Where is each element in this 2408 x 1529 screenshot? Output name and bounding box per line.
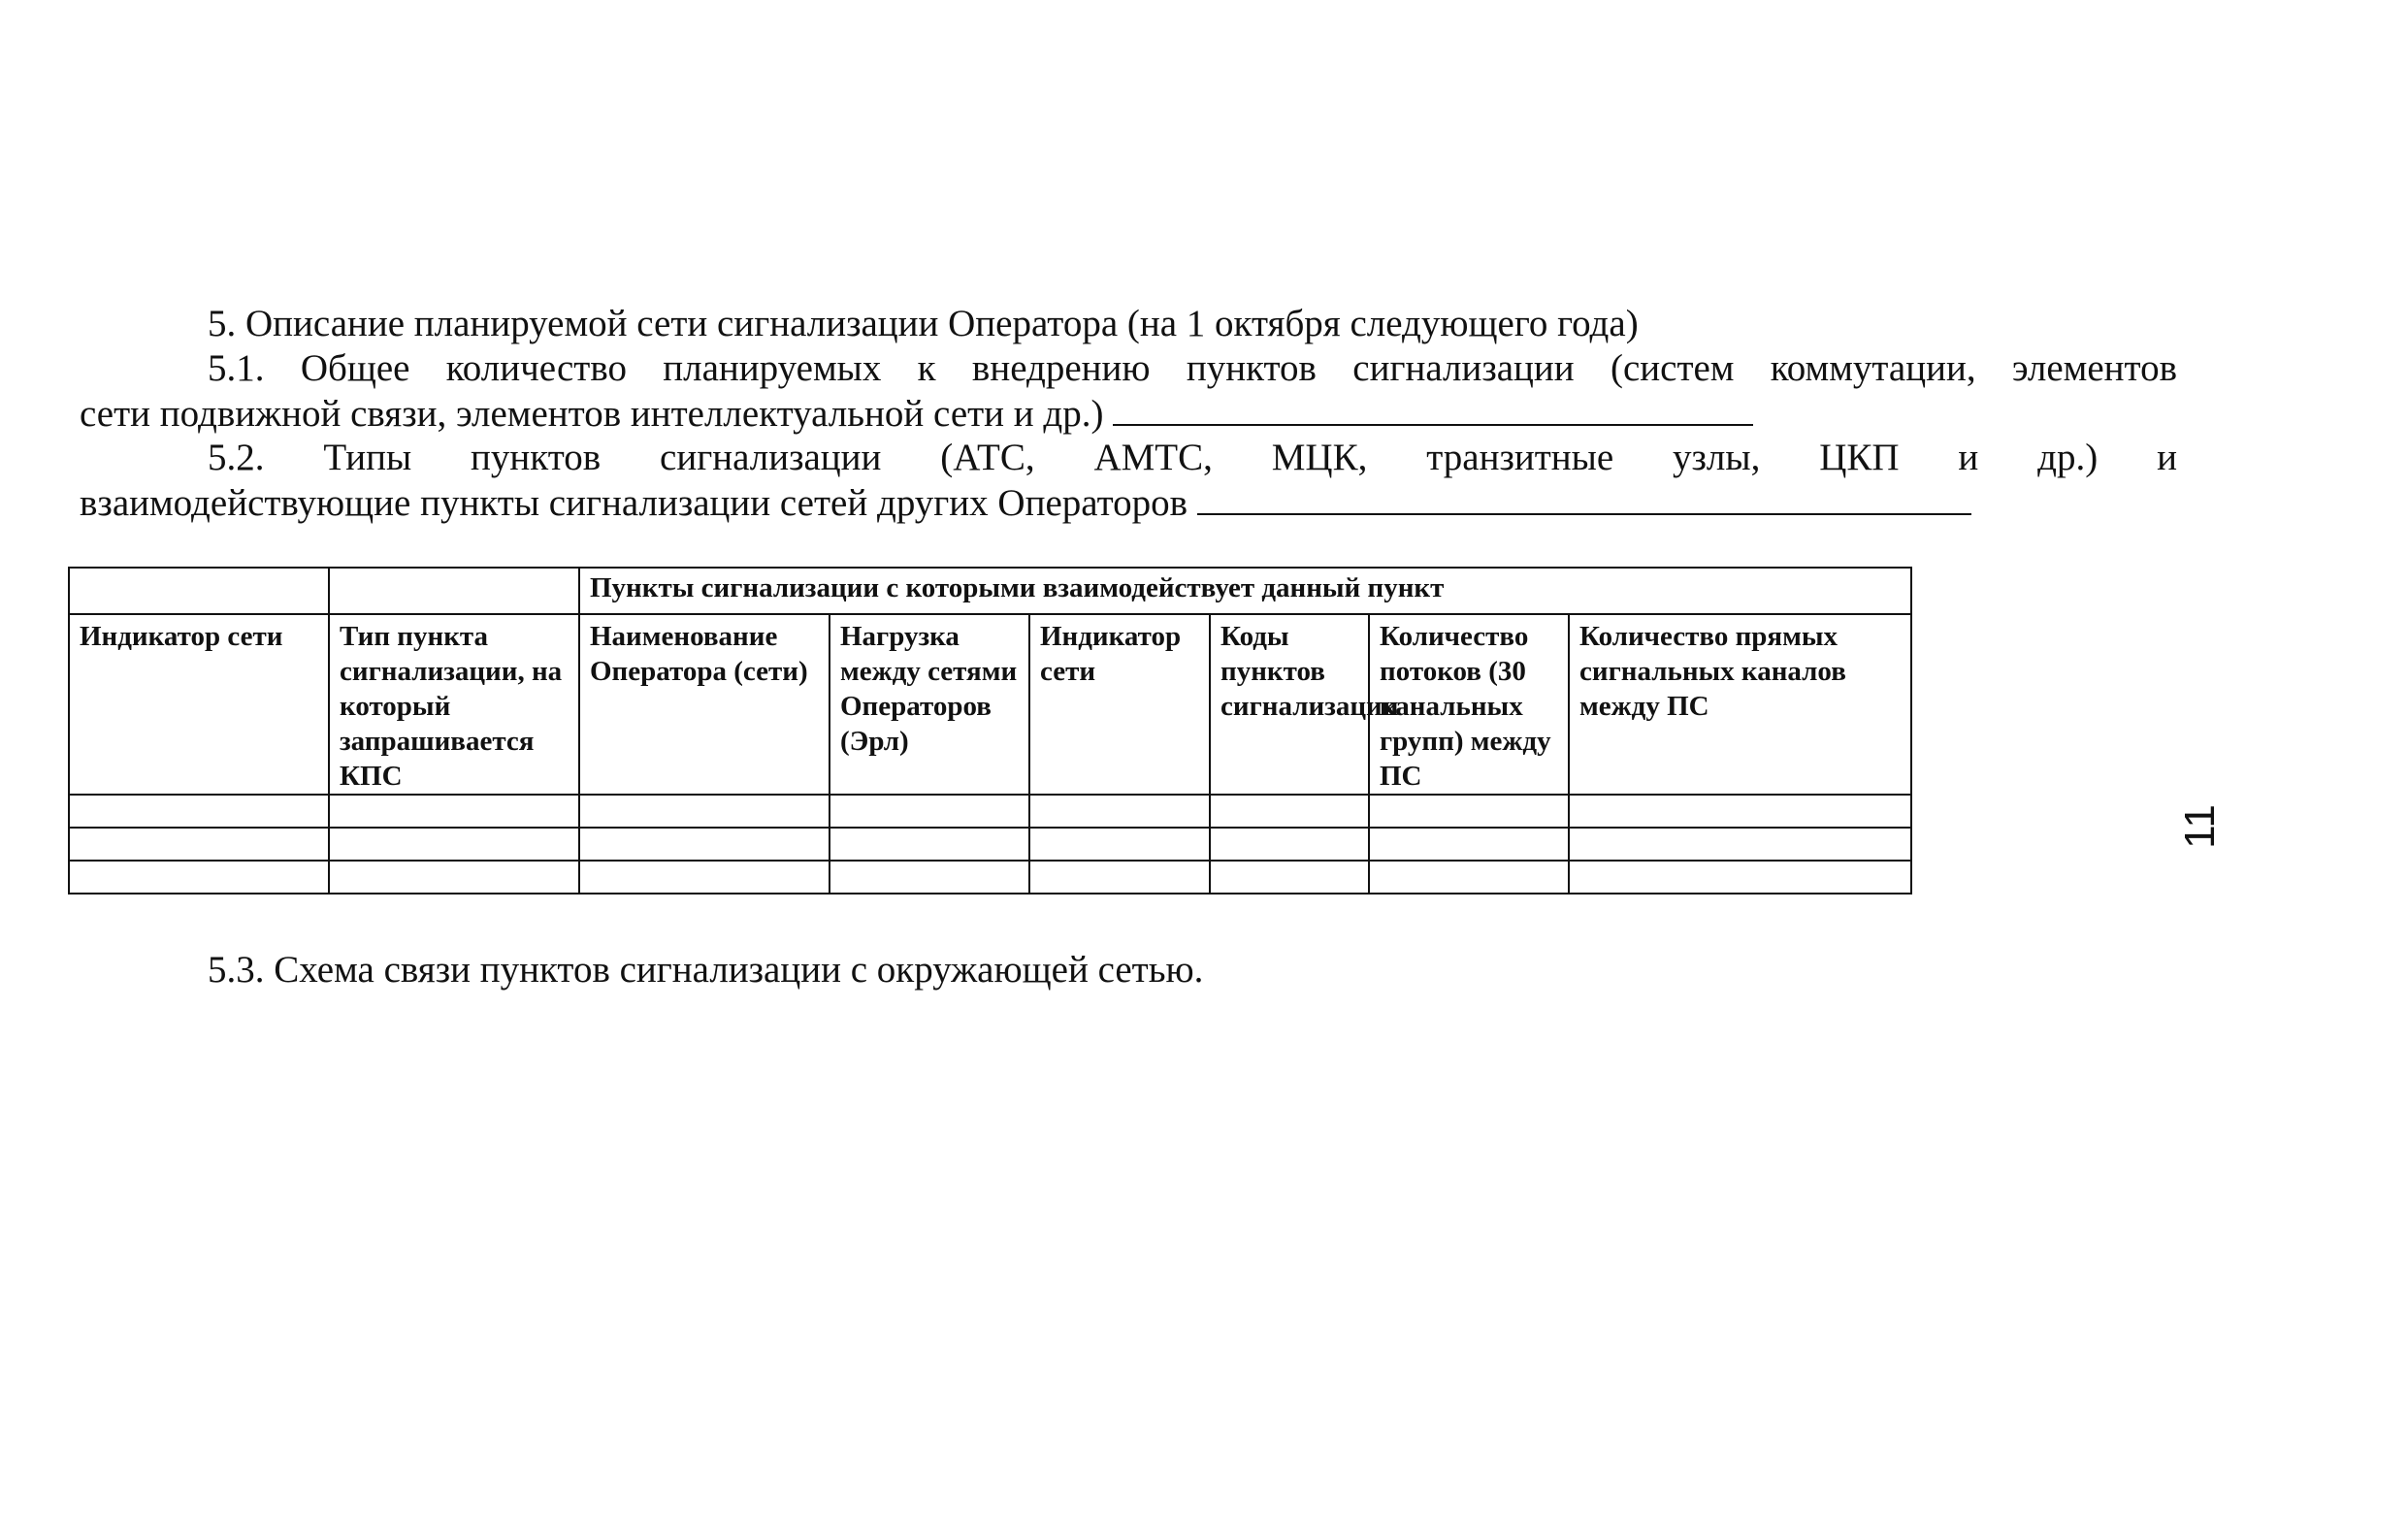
table-cell: [1369, 795, 1569, 828]
item-5-2-line-1: 5.2. Типы пунктов сигнализации (АТС, АМТС, МЦК, транзитные узлы, ЦКП и др.) и: [208, 437, 2177, 478]
table-cell: [1369, 828, 1569, 861]
table-cell: [1569, 795, 1911, 828]
table-cell: [69, 795, 329, 828]
item-5-1-line-1: 5.1. Общее количество планируемых к внедрению пунктов сигнализации (систем коммутации, элементов: [208, 347, 2177, 389]
table-cell: [830, 828, 1029, 861]
item-5-2-text: взаимодействующие пункты сигнализации сетей других Операторов: [80, 482, 1188, 524]
table-row: [69, 828, 1911, 861]
table-row: [69, 795, 1911, 828]
column-header-partner-network-indicator: Индикатор сети: [1029, 614, 1210, 795]
table-cell: [1029, 861, 1210, 894]
table-cell-empty: [69, 568, 329, 614]
item-5-2-blank-field: [1197, 480, 1971, 515]
column-header-signaling-point-type: Тип пункта сигнализации, на который запрашивается КПС: [329, 614, 579, 795]
table-cell: [579, 795, 830, 828]
column-header-stream-count: Количество потоков (30 канальных групп) между ПС: [1369, 614, 1569, 795]
table-group-header: Пункты сигнализации с которыми взаимодействует данный пункт: [579, 568, 1911, 614]
item-5-3: 5.3. Схема связи пунктов сигнализации с окружающей сетью.: [208, 949, 1204, 991]
item-5-1-text: сети подвижной связи, элементов интеллектуальной сети и др.): [80, 393, 1104, 435]
column-header-operator-name: Наименование Оператора (сети): [579, 614, 830, 795]
table-cell: [1210, 861, 1369, 894]
column-header-network-indicator: Индикатор сети: [69, 614, 329, 795]
table-cell: [69, 828, 329, 861]
page-number: 11: [2176, 804, 2224, 849]
signaling-points-table: [68, 567, 1912, 895]
table-cell: [1210, 828, 1369, 861]
table-group-header-row: [69, 568, 1911, 614]
table-cell-empty: [329, 568, 579, 614]
column-header-traffic-load: Нагрузка между сетями Операторов (Эрл): [830, 614, 1029, 795]
table-cell: [579, 861, 830, 894]
table-cell: [69, 861, 329, 894]
table-cell: [579, 828, 830, 861]
table-cell: [1369, 861, 1569, 894]
table-cell: [1569, 861, 1911, 894]
table-cell: [830, 861, 1029, 894]
section-5-title: 5. Описание планируемой сети сигнализации Оператора (на 1 октября следующего года): [208, 303, 1639, 344]
item-5-1-blank-field: [1113, 391, 1753, 426]
table-cell: [830, 795, 1029, 828]
table-cell: [329, 861, 579, 894]
table-cell: [1569, 828, 1911, 861]
table-cell: [1029, 795, 1210, 828]
item-5-2-line-2: [80, 480, 1971, 526]
column-header-signaling-point-codes: Коды пунктов сигнализации: [1210, 614, 1369, 795]
table-cell: [329, 828, 579, 861]
table-column-header-row: [69, 614, 1911, 795]
table-row: [69, 861, 1911, 894]
item-5-1-line-2: [80, 391, 1753, 437]
table-cell: [329, 795, 579, 828]
column-header-direct-channel-count: Количество прямых сигнальных каналов между ПС: [1569, 614, 1911, 795]
table-cell: [1210, 795, 1369, 828]
table-cell: [1029, 828, 1210, 861]
